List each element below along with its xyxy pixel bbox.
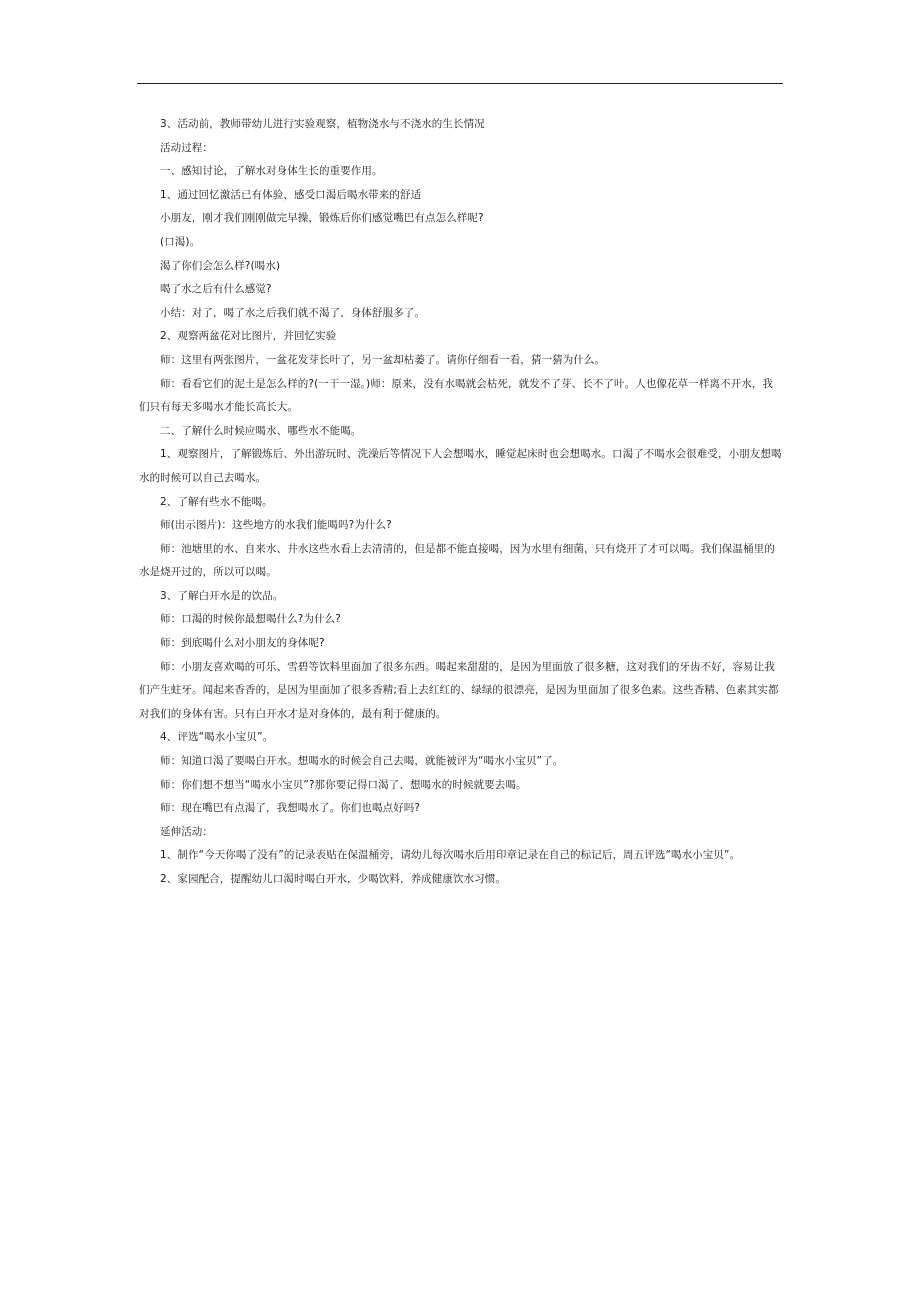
- section-heading: 活动过程：: [160, 141, 213, 154]
- paragraph: 渴了你们会怎么样?(喝水): [160, 259, 281, 272]
- paragraph: 2、了解有些水不能喝。: [160, 495, 273, 508]
- paragraph: 4、评选“喝水小宝贝”。: [160, 731, 274, 744]
- paragraph: 师：现在嘴巴有点渴了，我想喝水了。你们也喝点好吗?: [160, 802, 421, 815]
- paragraph: 小朋友，刚才我们刚刚做完早操，锻炼后你们感觉嘴巴有点怎么样呢?: [160, 212, 484, 225]
- section-heading: 二、了解什么时候应喝水、哪些水不能喝。: [160, 424, 362, 437]
- paragraph: 1、制作“今天你喝了没有”的记录表贴在保温桶旁，请幼儿每次喝水后用印章记录在自己的标记后，周五评选“喝水小宝贝”。: [160, 849, 741, 862]
- paragraph: 小结：对了，喝了水之后我们就不渴了，身体舒服多了。: [160, 306, 425, 319]
- paragraph: 师：小朋友喜欢喝的可乐、雪碧等饮料里面加了很多东西。喝起来甜甜的，是因为里面放了很多糖，这对我们的牙齿不好，容易让我们产生蛀牙。闻起来香香的，是因为里面加了很多香精;看上去红红的、绿绿的很漂亮，是因为里面加了很多色素。这些香精、色素其实都对我们的身体有害。只有白开水才是对身体的，最有利于健康的。: [139, 660, 779, 720]
- paragraph: 师：池塘里的水、自来水、井水这些水看上去清清的，但是都不能直接喝，因为水里有细菌，只有烧开了才可以喝。我们保温桶里的水是烧开过的，所以可以喝。: [139, 542, 775, 579]
- paragraph: 师：看看它们的泥土是怎么样的?(一干一湿。)师：原来，没有水喝就会枯死，就发不了芽、长不了叶。人也像花草一样离不开水，我们只有每天多喝水才能长高长大。: [139, 377, 774, 414]
- paragraph: 师：这里有两张图片，一盆花发芽长叶了，另一盆却枯萎了。请你仔细看一看，猜一猜为什么。: [160, 353, 606, 366]
- paragraph: 1、通过回忆激活已有体验，感受口渴后喝水带来的舒适: [160, 188, 422, 201]
- paragraph: 师：到底喝什么对小朋友的身体呢?: [160, 637, 325, 650]
- paragraph: 2、家园配合，提醒幼儿口渴时喝白开水，少喝饮料，养成健康饮水习惯。: [160, 873, 506, 885]
- paragraph: 师：口渴的时候你最想喝什么?为什么?: [160, 613, 341, 626]
- paragraph: 喝了水之后有什么感觉?: [160, 283, 272, 296]
- section-heading: 延伸活动：: [160, 825, 213, 838]
- paragraph: 3、活动前，教师带幼儿进行实验观察，植物浇水与不浇水的生长情况: [160, 118, 485, 130]
- document-body: [139, 113, 783, 892]
- paragraph: 师(出示图片)：这些地方的水我们能喝吗?为什么?: [160, 519, 392, 532]
- paragraph: 1、观察图片，了解锻炼后、外出游玩时、洗澡后等情况下人会想喝水，睡觉起床时也会想喝水。口渴了不喝水会很难受，小朋友想喝水的时候可以自己去喝水。: [139, 448, 782, 484]
- paragraph: (口渴)。: [160, 235, 201, 248]
- paragraph: 2、观察两盆花对比图片，并回忆实验: [160, 330, 337, 343]
- paragraph: 师：你们想不想当“喝水小宝贝”?那你要记得口渴了、想喝水的时候就要去喝。: [160, 778, 527, 791]
- header-rule: [137, 83, 783, 84]
- section-heading: 一、感知讨论，了解水对身体生长的重要作用。: [160, 165, 383, 178]
- paragraph: 3、了解白开水是的饮品。: [160, 589, 284, 602]
- paragraph: 师：知道口渴了要喝白开水。想喝水的时候会自己去喝，就能被评为“喝水小宝贝”了。: [160, 755, 564, 768]
